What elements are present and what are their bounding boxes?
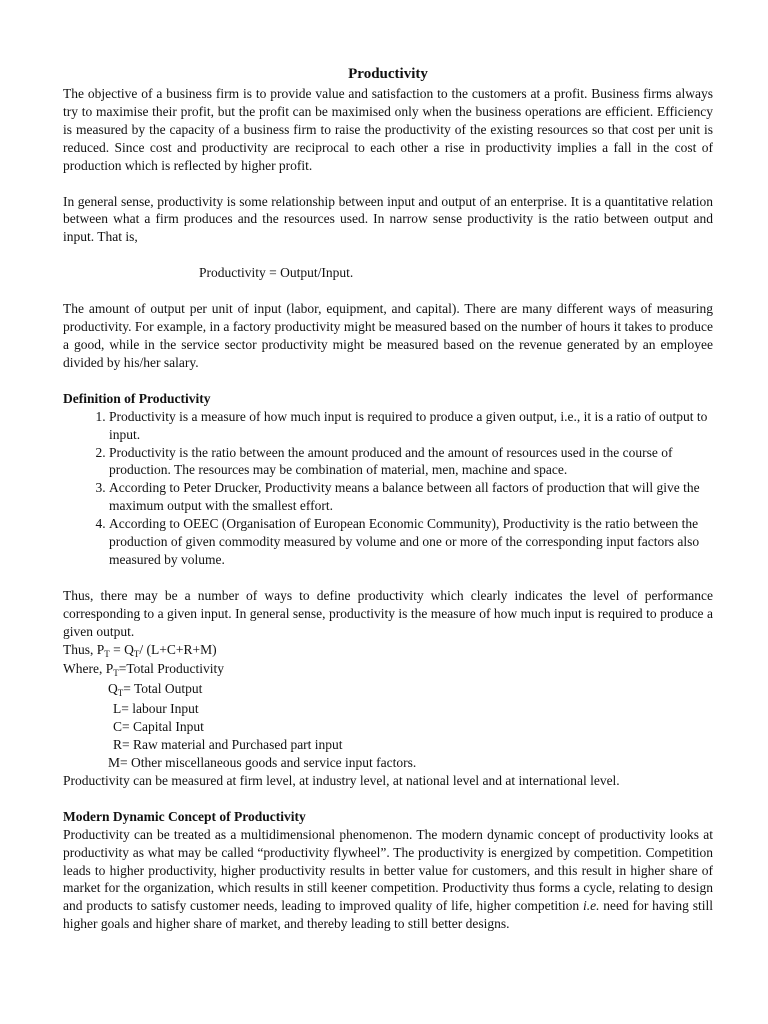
where-raw-material: R= Raw material and Purchased part input — [113, 737, 343, 753]
modern-paragraph: Productivity can be treated as a multidimensional phenomenon. The modern dynamic concept of productivity looks at productivity as what may be called “productivity flywheel”. The productivity is energized by competition. Competition leads to higher productivity, higher productivity results in better value for customers, and this result in higher share of market for the organization, which results in still keener competition. Productivity thus forms a cycle, relating to design and products to satisfy customer needs, leading to improved quality of life, higher competition i.e. need for having still higher goals and higher share of market, and thereby leading to still better designs. — [63, 826, 713, 932]
document-body — [63, 63, 713, 933]
productivity-equation: Thus, $P_T = Q_T/$ (L+C+R+M) — [63, 641, 217, 659]
where-total-productivity: Where, $P_T=Total$ Productivity — [63, 661, 225, 679]
where-misc: M= Other miscellaneous goods and service input factors. — [108, 755, 417, 770]
measurement-paragraph: The amount of output per unit of input (labor, equipment, and capital). There are many different ways of measuring productivity. For example, in a factory productivity might be measured based on the number of hours it takes to produce a good, while in the service sector productivity might be measured based on the revenue generated by an employee divided by his/her salary. — [63, 301, 713, 370]
definition-heading: Definition of Productivity — [63, 390, 211, 406]
intro-paragraph-1: The objective of a business firm is to provide value and satisfaction to the customers at a profit. Business firms always try to maximise their profit, but the profit can be maximised only when the business operations are efficient. Efficiency is measured by the capacity of a business firm to raise the productivity of the existing resources so that cost per unit is reduced. Since cost and productivity are reciprocal to each other a rise in productivity implies a fall in the cost of production which is reflected by higher profit. — [63, 86, 713, 173]
modern-heading: Modern Dynamic Concept of Productivity — [63, 808, 306, 824]
intro-paragraph-2: In general sense, productivity is some relationship between input and output of an enterprise. It is a quantitative relation between what a firm produces and the resources used. In narrow sense productivity is the ratio between output and input. That is, — [63, 193, 713, 245]
levels-paragraph: Productivity can be measured at firm level, at industry level, at national level and at international level. — [63, 772, 620, 788]
definition-item: 1. Productivity is a measure of how much input is required to produce a given output, i.e., it is a ratio of output to input. — [109, 408, 713, 444]
definition-item: 4. According to OEEC (Organisation of European Economic Community), Productivity is the ratio between the production of given commodity measured by volume and one or more of the corresponding input factors also measured by volume. — [109, 515, 713, 569]
thus-paragraph: Thus, there may be a number of ways to define productivity which clearly indicates the level of performance corresponding to a given input. In general sense, productivity is the measure of how much input is required to produce a given output. — [63, 587, 713, 639]
definition-item: 3. According to Peter Drucker, Productivity means a balance between all factors of production that will give the maximum output with the smallest effort. — [109, 479, 713, 515]
where-capital: C= Capital Input — [113, 719, 204, 735]
where-labour: L= labour Input — [113, 701, 199, 717]
definition-list — [63, 408, 713, 569]
productivity-formula: Productivity = Output/Input. — [199, 265, 354, 281]
where-total-output: $Q_T=$ Total Output — [108, 681, 203, 699]
document-title: Productivity — [348, 66, 428, 82]
definition-item: 2. Productivity is the ratio between the amount produced and the amount of resources used in the course of production. The resources may be combination of material, men, machine and space. — [109, 444, 713, 480]
